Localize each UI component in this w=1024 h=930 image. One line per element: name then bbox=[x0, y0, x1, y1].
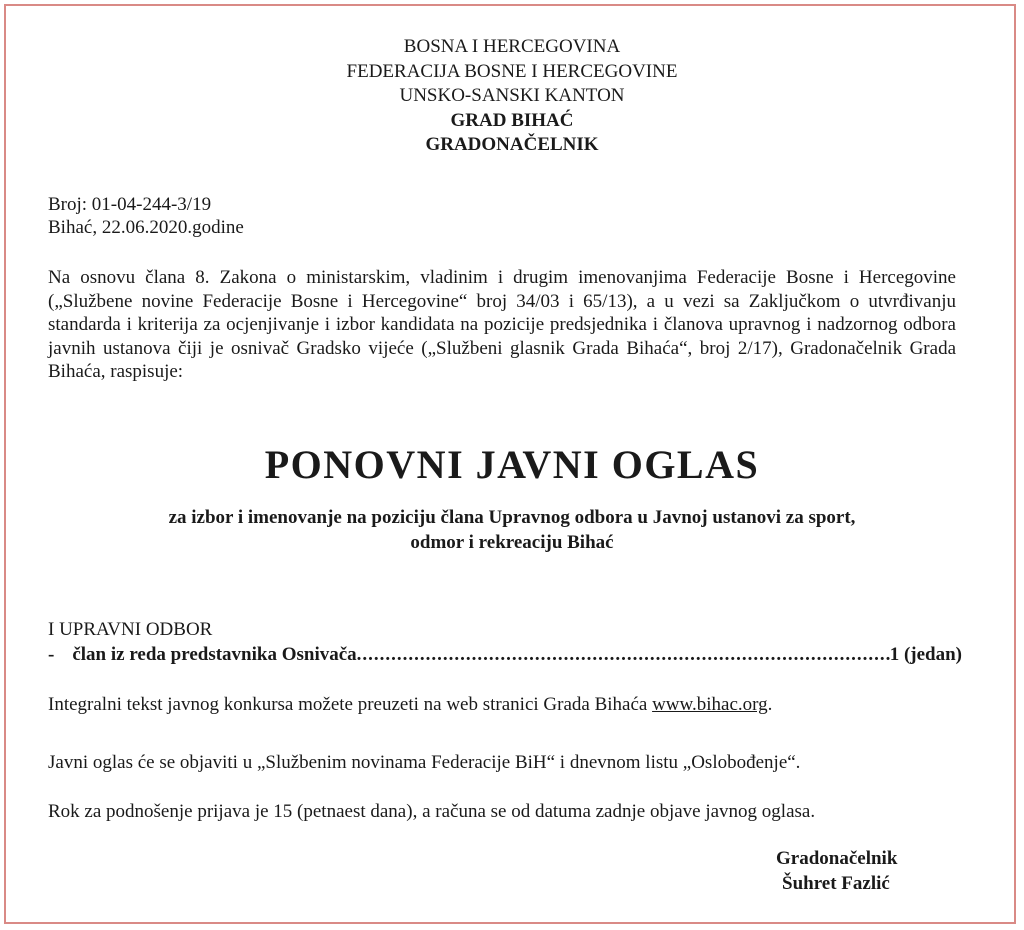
download-paragraph bbox=[48, 693, 772, 716]
subtitle-line-2: odmor i rekreaciju Bihać bbox=[410, 532, 614, 553]
subtitle-line-1: za izbor i imenovanje na poziciju člana Upravnog odbora u Javnoj ustanovi za sport, bbox=[168, 507, 856, 528]
website-link[interactable]: www.bihac.org bbox=[652, 694, 768, 715]
document-meta bbox=[48, 193, 244, 239]
announcement-title: PONOVNI JAVNI OGLAS bbox=[264, 442, 760, 487]
canton-name: UNSKO-SANSKI KANTON bbox=[399, 85, 625, 106]
member-label: član iz reda predstavnika Osnivača bbox=[72, 644, 357, 665]
document-place-date: Bihać, 22.06.2020.godine bbox=[48, 217, 244, 238]
announcement-subtitle bbox=[0, 505, 1024, 555]
deadline-paragraph: Rok za podnošenje prijava je 15 (petnaest dana), a računa se od datuma zadnje objave javnog oglasa. bbox=[48, 801, 816, 822]
section-title: I UPRAVNI ODBOR bbox=[48, 619, 213, 640]
document-header bbox=[0, 35, 1024, 158]
download-text-end: . bbox=[767, 694, 773, 715]
member-position-line bbox=[48, 643, 962, 666]
intro-paragraph: Na osnovu člana 8. Zakona o ministarskim, vladinim i drugim imenovanjima Federacije Bosne i Hercegovine („Službene novine Federacije Bosne i Hercegovine“ broj 34/03 i 65/13), a u vezi sa Zaključkom o utvrđivanju standarda i kriterija za ocjenjivanje i izbor kandidata na pozicije predsjednika i članova upravnog i nadzornog odbora javnih ustanova čiji je osnivač Gradsko vijeće („Službeni glasnik Grada Bihaća“, broj 2/17), Gradonačelnik Grada Bihaća, raspisuje: bbox=[48, 267, 956, 382]
download-text: Integralni tekst javnog konkursa možete preuzeti na web stranici Grada Bihaća bbox=[48, 694, 653, 715]
city-name: GRAD BIHAĆ bbox=[450, 109, 574, 131]
signature-role: Gradonačelnik bbox=[776, 848, 898, 869]
federation-name: FEDERACIJA BOSNE I HERCEGOVINE bbox=[346, 60, 678, 82]
signature-block bbox=[776, 846, 897, 896]
office-name: GRADONAČELNIK bbox=[425, 134, 599, 155]
leader-dots bbox=[357, 643, 890, 666]
country-name: BOSNA I HERCEGOVINA bbox=[403, 36, 621, 57]
signature-name: Šuhret Fazlić bbox=[782, 873, 890, 894]
list-dash: - bbox=[48, 644, 55, 665]
member-count: 1 (jedan) bbox=[889, 644, 962, 665]
document-number: Broj: 01-04-244-3/19 bbox=[48, 194, 212, 215]
publication-paragraph: Javni oglas će se objaviti u „Službenim novinama Federacije BiH“ i dnevnom listu „Oslobođenje“. bbox=[48, 752, 801, 773]
